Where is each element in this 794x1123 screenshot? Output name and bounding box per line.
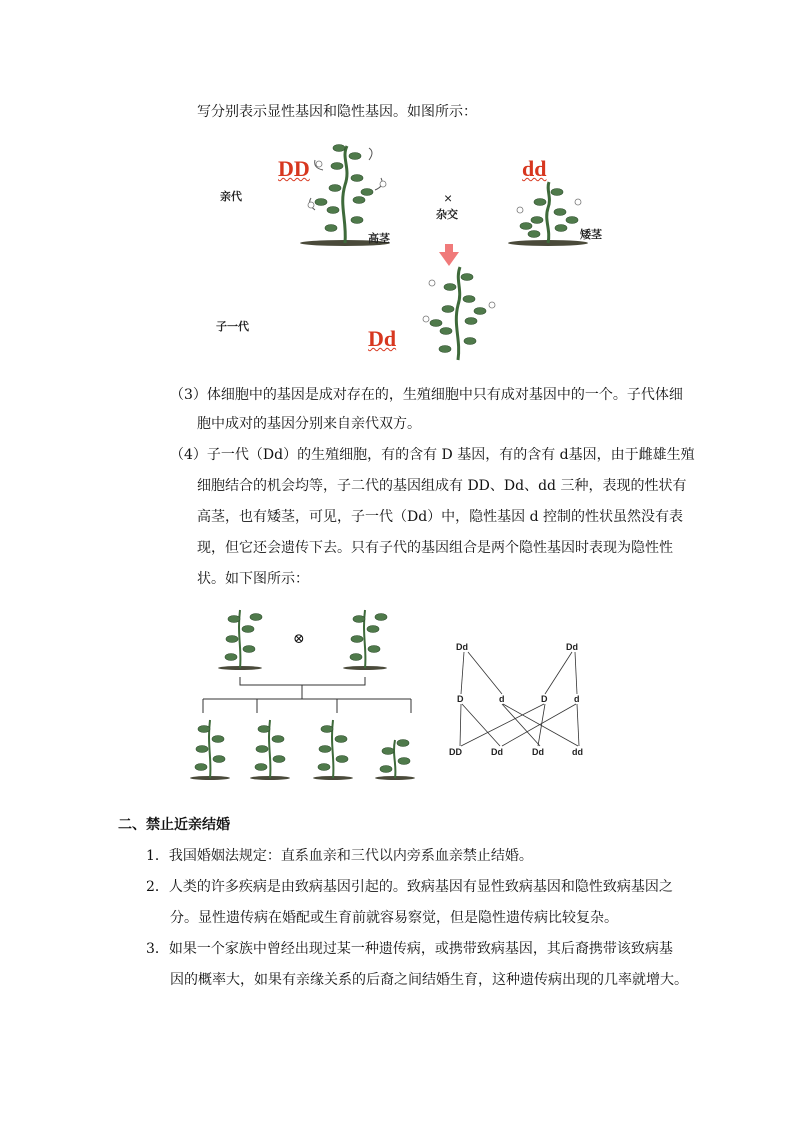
para3-line1: （3）体细胞中的基因是成对存在的，生殖细胞中只有成对基因中的一个。子代体细	[170, 387, 683, 403]
genotype-dd-tall: DD	[278, 156, 310, 181]
section-heading: 二、禁止近亲结婚	[118, 817, 230, 833]
self-cross-icon: ⊗	[293, 631, 305, 647]
f1-generation-label: 子一代	[216, 321, 249, 333]
section2-item2-line1: 2．人类的许多疾病是由致病基因引起的。致病基因有显性致病基因和隐性致病基因之	[146, 879, 673, 895]
section2-item3-line1: 3．如果一个家族中曾经出现过某一种遗传病，或携带致病基因，其后裔携带该致病基	[146, 941, 673, 957]
tall-stem-label: 高茎	[368, 233, 390, 245]
section2-item1: 1．我国婚姻法规定：直系血亲和三代以内旁系血亲禁止结婚。	[146, 848, 533, 864]
figure-self-cross-plants	[185, 605, 425, 785]
figure-hybrid-cross	[200, 140, 620, 380]
cross-symbol: ×	[444, 190, 453, 206]
genotype-dd-short: dd	[522, 156, 547, 181]
offspring-genotype: dd	[572, 747, 583, 757]
down-arrow-icon	[439, 244, 459, 266]
section2-item2-line2: 分。显性遗传病在婚配或生育前就容易察觉，但是隐性遗传病比较复杂。	[170, 910, 618, 926]
offspring-short-plant-icon	[375, 740, 415, 781]
figure-allele-segregation	[448, 640, 598, 760]
para4-line4: 现，但它还会遗传下去。只有子代的基因组合是两个隐性基因时表现为隐性性	[197, 540, 673, 556]
offspring-genotype: Dd	[532, 747, 544, 757]
short-stem-label: 矮茎	[580, 229, 602, 241]
parent-plant-icon	[343, 610, 387, 670]
gamete-label: D	[541, 694, 548, 704]
gamete-label: d	[499, 694, 505, 704]
offspring-plant-icon	[313, 720, 353, 780]
para4-line2: 细胞结合的机会均等，子二代的基因组成有 DD、Dd、dd 三种，表现的性状有	[197, 478, 687, 494]
gamete-label: D	[457, 694, 464, 704]
section2-item3-line2: 因的概率大，如果有亲缘关系的后裔之间结婚生育，这种遗传病出现的几率就增大。	[170, 972, 688, 988]
gamete-label: d	[574, 694, 580, 704]
offspring-plant-icon	[250, 720, 290, 780]
parent-genotype-left: Dd	[456, 642, 468, 652]
parent-genotype-right: Dd	[566, 642, 578, 652]
short-plant-icon	[508, 182, 588, 246]
para4-line5: 状。如下图所示：	[197, 571, 309, 587]
allele-lines	[448, 640, 598, 760]
offspring-plant-icon	[190, 720, 230, 780]
para4-line1: （4）子一代（Dd）的生殖细胞，有的含有 D 基因，有的含有 d基因，由于雌雄生殖	[170, 447, 695, 463]
parent-plant-icon	[218, 610, 262, 670]
para4-line3: 高茎，也有矮茎，可见，子一代（Dd）中，隐性基因 d 控制的性状虽然没有表	[197, 509, 684, 525]
genotype-dd-child: Dd	[368, 326, 397, 351]
para3-line2: 胞中成对的基因分别来自亲代双方。	[197, 416, 421, 432]
intro-text: 写分别表示显性基因和隐性基因。如图所示：	[197, 104, 477, 120]
plant-illustrations	[200, 140, 620, 380]
self-cross-plant-tree	[185, 605, 425, 785]
tree-connector-lines	[203, 677, 411, 713]
cross-label: 杂交	[436, 209, 458, 221]
child-plant-icon	[423, 267, 495, 360]
offspring-genotype: Dd	[491, 747, 503, 757]
offspring-genotype: DD	[449, 747, 462, 757]
parent-generation-label: 亲代	[220, 191, 242, 203]
